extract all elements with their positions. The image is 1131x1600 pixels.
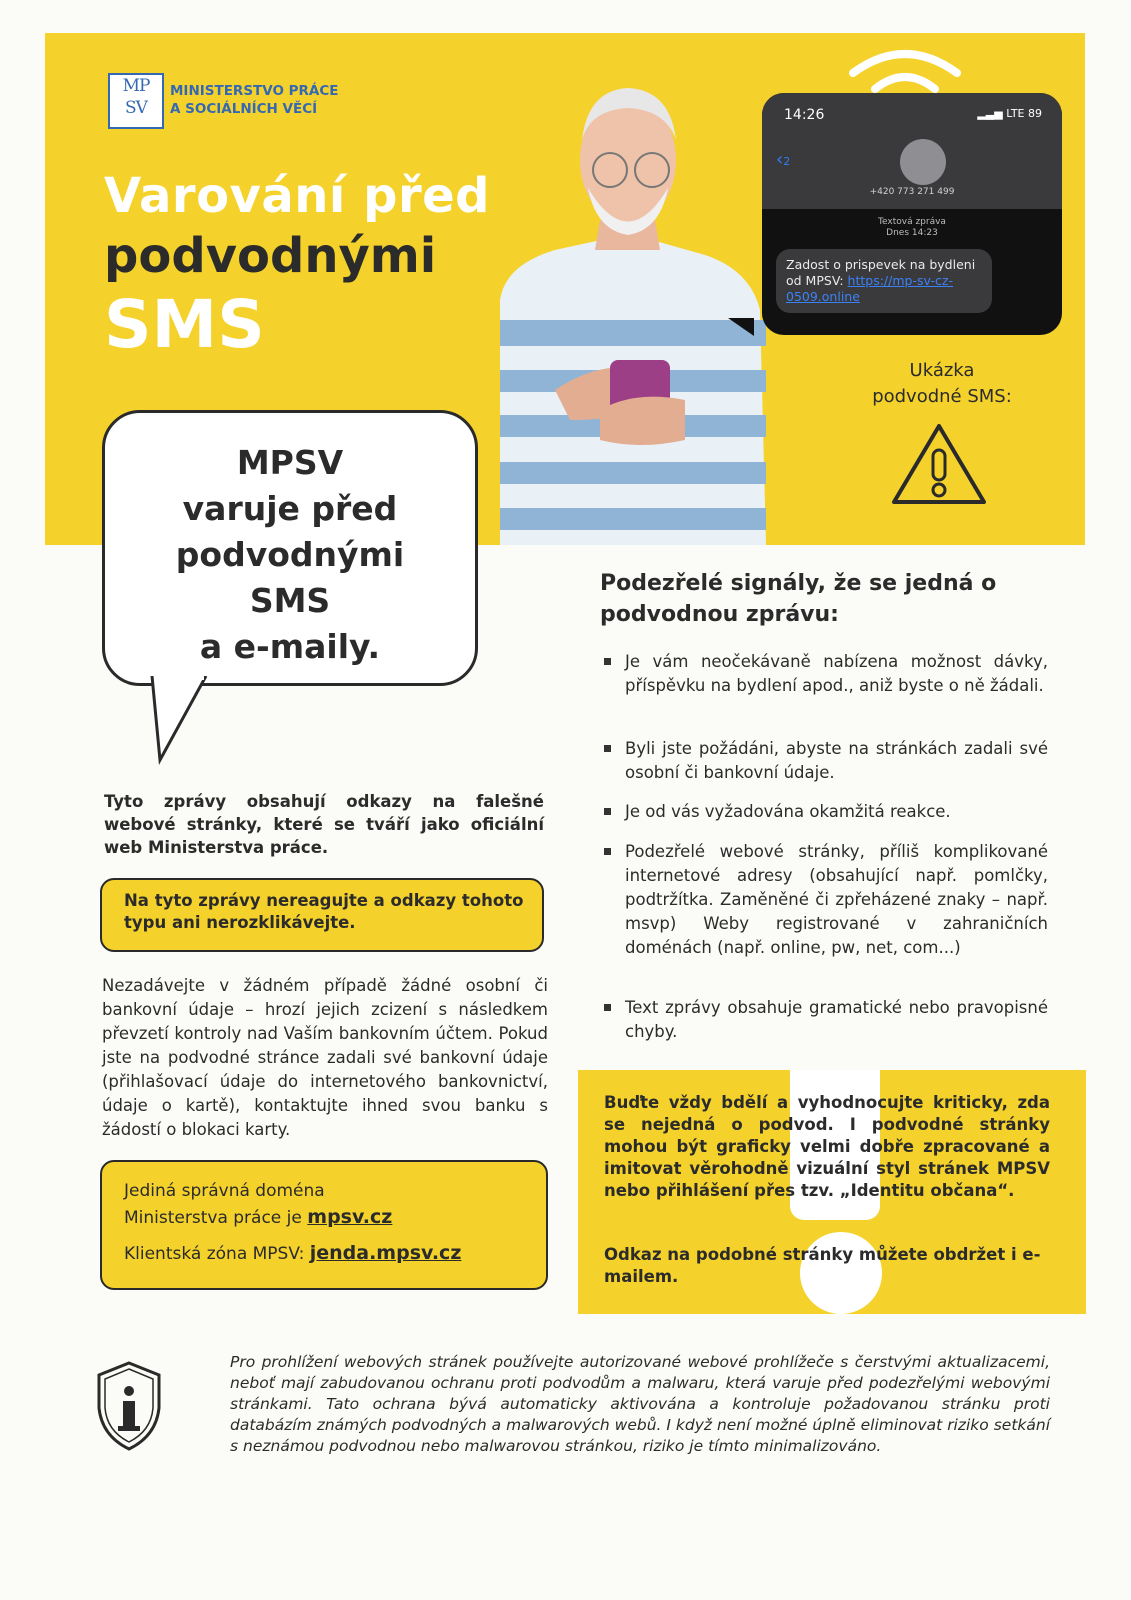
bubble-line1: MPSV (236, 443, 344, 482)
title-line3: SMS (104, 286, 265, 363)
signals-title: Podezřelé signály, že se jedná o podvodnou zprávu: (600, 571, 997, 627)
sms-screenshot (762, 93, 1062, 335)
message-type: Textová zpráva (878, 217, 946, 227)
message-meta (762, 217, 1062, 239)
client-zone-link[interactable]: jenda.mpsv.cz (309, 1242, 462, 1264)
signal-item-text: Podezřelé webové stránky, příliš komplikované internetové adresy (obsahující např. pomlčky, podtržítka. Zaměněné či zpřeházené znaky – např. msvp) Weby registrované v zahraničních doménách (např. online, pw, net, com...) (625, 842, 1048, 957)
org-name-line2: A SOCIÁLNÍCH VĚCÍ (170, 101, 318, 117)
vigilance-text: Buďte vždy bdělí a vyhodnocujte kriticky, zda se nejedná o podvod. I podvodné stránky mohou být graficky velmi dobře zpracované a imitovat věrohodně vizuální styl stránek MPSV nebo přihlášení přes tzv. „Identitu občana“. (604, 1093, 1050, 1200)
logo-mark-top: MP (122, 76, 150, 96)
speech-bubble-tail (150, 676, 210, 766)
sample-label (842, 358, 1042, 410)
bubble-line5: a e-maily. (199, 627, 381, 666)
signal-item (604, 650, 1048, 698)
back-count: 2 (783, 155, 791, 168)
warning-icon (888, 420, 990, 508)
org-name-line1: MINISTERSTVO PRÁCE (170, 83, 339, 99)
org-name (170, 82, 339, 118)
back-icon: ‹2 (776, 149, 791, 170)
signal-item-text: Je od vás vyžadována okamžitá reakce. (625, 802, 951, 821)
intro-text: Tyto zprávy obsahují odkazy na falešné webové stránky, které se tváří jako oficiální web Ministerstva práce. (104, 792, 544, 857)
signal-item (604, 800, 1048, 824)
bullet-icon (604, 658, 611, 665)
sender-number: +420 773 271 499 (869, 187, 955, 197)
official-domain-link[interactable]: mpsv.cz (307, 1206, 393, 1228)
alert-text: Na tyto zprávy nereagujte a odkazy tohoto typu ani nerozklikávejte. (124, 891, 524, 932)
signal-item-text: Text zprávy obsahuje gramatické nebo pravopisné chyby. (625, 998, 1048, 1041)
mpsv-logo (108, 73, 164, 129)
bubble-line2: varuje před (182, 489, 398, 528)
contact-avatar-icon (900, 139, 946, 185)
title-line2: podvodnými (104, 228, 437, 284)
message-time: Dnes 14:23 (886, 228, 938, 238)
bubble-headline (102, 440, 478, 670)
client-zone-info (124, 1240, 461, 1267)
signal-item (604, 840, 1048, 960)
sample-label-line2: podvodné SMS: (872, 386, 1012, 407)
sms-bubble (776, 249, 992, 313)
senior-man-illustration (460, 70, 780, 545)
vigilance-text-email: Odkaz na podobné stránky můžete obdržet i e-mailem. (604, 1245, 1041, 1286)
client-zone-label: Klientská zóna MPSV: (124, 1244, 310, 1264)
warning-paragraph: Nezadávejte v žádném případě žádné osobní či bankovní údaje – hrozí jejich zcizení s následkem převzetí kontroly nad Vaším bankovním účtem. Pokud jste na podvodné stránce zadali své bankovní údaje (přihlašovací údaje do internetového bankovnictví, údaje o kartě), kontaktujte ihned svou banku s žádostí o blokaci karty. (102, 976, 548, 1139)
title-line1: Varování před (104, 168, 491, 224)
shield-info-icon (96, 1360, 162, 1452)
bullet-icon (604, 745, 611, 752)
sms-link: https://mp-sv-cz-0509.online (786, 273, 953, 304)
signal-label: LTE 89 (1006, 107, 1042, 120)
bullet-icon (604, 848, 611, 855)
domain-info (124, 1178, 392, 1231)
browser-security-note: Pro prohlížení webových stránek používejte autorizované webové prohlížeče s čerstvými aktualizacemi, neboť mají zabudovanou ochranu proti podvodům a malwaru, která varuje před podezřelými webovými stránkami. Tato ochrana bývá automaticky aktivována a kontroluje požadovanou stránku proti databázím známých podvodných a malwarových webů. I když není možné úplně eliminovat riziko setkání s neznámou podvodnou nebo malwarovou stránkou, riziko je tímto minimalizováno. (230, 1353, 1050, 1455)
logo-mark-bottom: SV (125, 98, 147, 118)
phone-signal (977, 107, 1042, 120)
sample-label-line1: Ukázka (909, 360, 975, 381)
bullet-icon (604, 808, 611, 815)
phone-time: 14:26 (784, 107, 825, 123)
bullet-icon (604, 1004, 611, 1011)
signal-item-text: Byli jste požádáni, abyste na stránkách zadali své osobní či bankovní údaje. (625, 739, 1048, 782)
bubble-line4: SMS (249, 581, 331, 620)
signal-item (604, 996, 1048, 1044)
domain-label-line1: Jediná správná doména (124, 1181, 325, 1201)
signal-item-text: Je vám neočekávaně nabízena možnost dávky, příspěvku na bydlení apod., aniž byste o ně žádali. (625, 652, 1048, 695)
signal-item (604, 737, 1048, 785)
signal-icon: ▂▃▅ (977, 107, 1007, 120)
sms-text: Zadost o prispevek na bydleni od MPSV: (786, 257, 976, 288)
phone-bubble-tail (728, 318, 754, 336)
domain-label-line2: Ministerstva práce je (124, 1208, 308, 1228)
bubble-line3: podvodnými (175, 535, 405, 574)
